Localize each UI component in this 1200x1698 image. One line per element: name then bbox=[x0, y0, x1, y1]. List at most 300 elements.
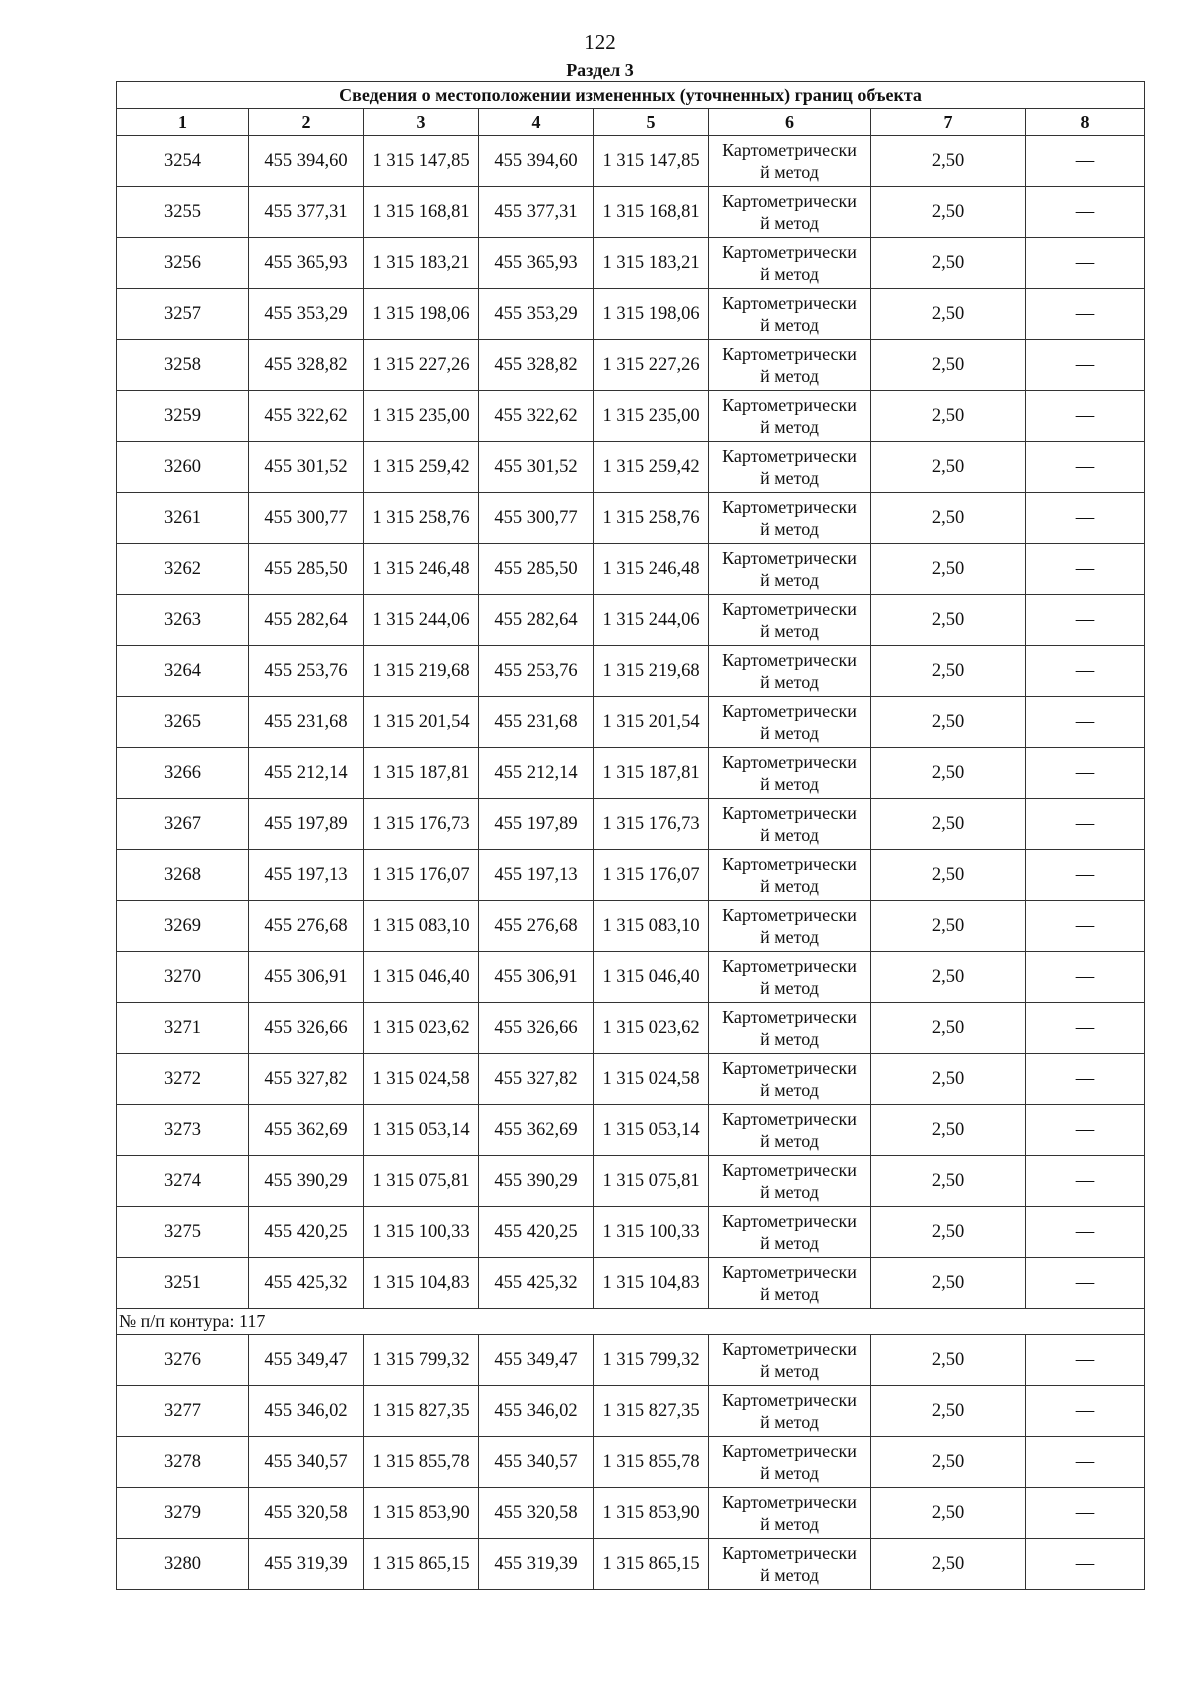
y-new-cell: 1 315 827,35 bbox=[594, 1386, 709, 1437]
method-text: Картометрически bbox=[722, 395, 857, 415]
method-cell bbox=[709, 595, 871, 646]
accuracy-cell: 2,50 bbox=[871, 697, 1026, 748]
method-cell bbox=[709, 1207, 871, 1258]
x-new-cell: 455 394,60 bbox=[479, 136, 594, 187]
method-text: й метод bbox=[760, 1463, 819, 1483]
table-row bbox=[117, 697, 1145, 748]
description-cell: — bbox=[1026, 1207, 1145, 1258]
table-row bbox=[117, 1207, 1145, 1258]
method-cell bbox=[709, 646, 871, 697]
x-existing-cell: 455 319,39 bbox=[249, 1539, 364, 1590]
method-cell bbox=[709, 952, 871, 1003]
y-new-cell: 1 315 187,81 bbox=[594, 748, 709, 799]
accuracy-cell: 2,50 bbox=[871, 1539, 1026, 1590]
y-existing-cell: 1 315 855,78 bbox=[364, 1437, 479, 1488]
method-text: Картометрически bbox=[722, 1262, 857, 1282]
method-text: й метод bbox=[760, 417, 819, 437]
accuracy-cell: 2,50 bbox=[871, 901, 1026, 952]
method-text: Картометрически bbox=[722, 599, 857, 619]
column-number-row bbox=[117, 109, 1145, 136]
point-number-cell: 3276 bbox=[117, 1335, 249, 1386]
table-row bbox=[117, 1054, 1145, 1105]
method-text: Картометрически bbox=[722, 1339, 857, 1359]
point-number-cell: 3269 bbox=[117, 901, 249, 952]
y-new-cell: 1 315 053,14 bbox=[594, 1105, 709, 1156]
x-existing-cell: 455 320,58 bbox=[249, 1488, 364, 1539]
accuracy-cell: 2,50 bbox=[871, 1105, 1026, 1156]
table-row bbox=[117, 238, 1145, 289]
contour-row bbox=[117, 1309, 1145, 1335]
x-existing-cell: 455 346,02 bbox=[249, 1386, 364, 1437]
method-text: й метод bbox=[760, 621, 819, 641]
y-existing-cell: 1 315 024,58 bbox=[364, 1054, 479, 1105]
method-text: й метод bbox=[760, 1182, 819, 1202]
accuracy-cell: 2,50 bbox=[871, 544, 1026, 595]
x-existing-cell: 455 425,32 bbox=[249, 1258, 364, 1309]
method-text: й метод bbox=[760, 366, 819, 386]
method-text: й метод bbox=[760, 213, 819, 233]
x-existing-cell: 455 353,29 bbox=[249, 289, 364, 340]
x-existing-cell: 455 322,62 bbox=[249, 391, 364, 442]
method-text: й метод bbox=[760, 1080, 819, 1100]
description-cell: — bbox=[1026, 1335, 1145, 1386]
description-cell: — bbox=[1026, 697, 1145, 748]
point-number-cell: 3265 bbox=[117, 697, 249, 748]
table-row bbox=[117, 289, 1145, 340]
description-cell: — bbox=[1026, 799, 1145, 850]
y-existing-cell: 1 315 100,33 bbox=[364, 1207, 479, 1258]
method-text: Картометрически bbox=[722, 1390, 857, 1410]
point-number-cell: 3255 bbox=[117, 187, 249, 238]
description-cell: — bbox=[1026, 391, 1145, 442]
method-text: Картометрически bbox=[722, 854, 857, 874]
accuracy-cell: 2,50 bbox=[871, 340, 1026, 391]
table-row bbox=[117, 1258, 1145, 1309]
y-existing-cell: 1 315 227,26 bbox=[364, 340, 479, 391]
x-new-cell: 455 300,77 bbox=[479, 493, 594, 544]
description-cell: — bbox=[1026, 1437, 1145, 1488]
method-text: й метод bbox=[760, 1233, 819, 1253]
method-text: й метод bbox=[760, 1565, 819, 1585]
x-new-cell: 455 326,66 bbox=[479, 1003, 594, 1054]
y-existing-cell: 1 315 104,83 bbox=[364, 1258, 479, 1309]
y-new-cell: 1 315 176,73 bbox=[594, 799, 709, 850]
method-text: Картометрически bbox=[722, 1211, 857, 1231]
x-existing-cell: 455 340,57 bbox=[249, 1437, 364, 1488]
method-text: й метод bbox=[760, 162, 819, 182]
x-new-cell: 455 353,29 bbox=[479, 289, 594, 340]
method-text: Картометрически bbox=[722, 752, 857, 772]
method-text: Картометрически bbox=[722, 1492, 857, 1512]
y-existing-cell: 1 315 865,15 bbox=[364, 1539, 479, 1590]
x-existing-cell: 455 365,93 bbox=[249, 238, 364, 289]
table-row bbox=[117, 1437, 1145, 1488]
method-cell bbox=[709, 1156, 871, 1207]
point-number-cell: 3251 bbox=[117, 1258, 249, 1309]
y-new-cell: 1 315 075,81 bbox=[594, 1156, 709, 1207]
accuracy-cell: 2,50 bbox=[871, 1207, 1026, 1258]
method-text: й метод bbox=[760, 570, 819, 590]
y-existing-cell: 1 315 168,81 bbox=[364, 187, 479, 238]
description-cell: — bbox=[1026, 187, 1145, 238]
y-new-cell: 1 315 235,00 bbox=[594, 391, 709, 442]
y-new-cell: 1 315 023,62 bbox=[594, 1003, 709, 1054]
y-existing-cell: 1 315 083,10 bbox=[364, 901, 479, 952]
column-number: 6 bbox=[709, 109, 871, 136]
x-new-cell: 455 282,64 bbox=[479, 595, 594, 646]
description-cell: — bbox=[1026, 1258, 1145, 1309]
description-cell: — bbox=[1026, 340, 1145, 391]
y-existing-cell: 1 315 053,14 bbox=[364, 1105, 479, 1156]
table-row bbox=[117, 1105, 1145, 1156]
y-existing-cell: 1 315 853,90 bbox=[364, 1488, 479, 1539]
x-new-cell: 455 362,69 bbox=[479, 1105, 594, 1156]
point-number-cell: 3254 bbox=[117, 136, 249, 187]
accuracy-cell: 2,50 bbox=[871, 799, 1026, 850]
accuracy-cell: 2,50 bbox=[871, 1258, 1026, 1309]
point-number-cell: 3259 bbox=[117, 391, 249, 442]
y-new-cell: 1 315 258,76 bbox=[594, 493, 709, 544]
x-new-cell: 455 340,57 bbox=[479, 1437, 594, 1488]
table-row bbox=[117, 646, 1145, 697]
table-row bbox=[117, 595, 1145, 646]
table-row bbox=[117, 391, 1145, 442]
point-number-cell: 3262 bbox=[117, 544, 249, 595]
accuracy-cell: 2,50 bbox=[871, 493, 1026, 544]
x-new-cell: 455 328,82 bbox=[479, 340, 594, 391]
x-new-cell: 455 306,91 bbox=[479, 952, 594, 1003]
x-existing-cell: 455 285,50 bbox=[249, 544, 364, 595]
x-existing-cell: 455 390,29 bbox=[249, 1156, 364, 1207]
y-new-cell: 1 315 168,81 bbox=[594, 187, 709, 238]
accuracy-cell: 2,50 bbox=[871, 136, 1026, 187]
method-cell bbox=[709, 238, 871, 289]
method-text: Картометрически bbox=[722, 701, 857, 721]
accuracy-cell: 2,50 bbox=[871, 1003, 1026, 1054]
method-text: Картометрически bbox=[722, 1058, 857, 1078]
accuracy-cell: 2,50 bbox=[871, 1054, 1026, 1105]
point-number-cell: 3274 bbox=[117, 1156, 249, 1207]
method-cell bbox=[709, 697, 871, 748]
table-row bbox=[117, 901, 1145, 952]
point-number-cell: 3261 bbox=[117, 493, 249, 544]
method-cell bbox=[709, 544, 871, 595]
method-cell bbox=[709, 391, 871, 442]
description-cell: — bbox=[1026, 1488, 1145, 1539]
y-existing-cell: 1 315 187,81 bbox=[364, 748, 479, 799]
description-cell: — bbox=[1026, 1156, 1145, 1207]
accuracy-cell: 2,50 bbox=[871, 238, 1026, 289]
column-number: 4 bbox=[479, 109, 594, 136]
method-text: Картометрически bbox=[722, 191, 857, 211]
method-text: Картометрически bbox=[722, 497, 857, 517]
column-number: 7 bbox=[871, 109, 1026, 136]
method-cell bbox=[709, 340, 871, 391]
point-number-cell: 3279 bbox=[117, 1488, 249, 1539]
y-new-cell: 1 315 083,10 bbox=[594, 901, 709, 952]
method-text: й метод bbox=[760, 1131, 819, 1151]
method-cell bbox=[709, 1386, 871, 1437]
accuracy-cell: 2,50 bbox=[871, 1335, 1026, 1386]
accuracy-cell: 2,50 bbox=[871, 748, 1026, 799]
boundary-coordinates-table bbox=[116, 81, 1145, 1590]
point-number-cell: 3275 bbox=[117, 1207, 249, 1258]
x-new-cell: 455 276,68 bbox=[479, 901, 594, 952]
y-existing-cell: 1 315 183,21 bbox=[364, 238, 479, 289]
point-number-cell: 3260 bbox=[117, 442, 249, 493]
table-row bbox=[117, 1386, 1145, 1437]
method-text: Картометрически bbox=[722, 242, 857, 262]
table-row bbox=[117, 952, 1145, 1003]
y-new-cell: 1 315 024,58 bbox=[594, 1054, 709, 1105]
x-existing-cell: 455 328,82 bbox=[249, 340, 364, 391]
point-number-cell: 3273 bbox=[117, 1105, 249, 1156]
method-text: Картометрически bbox=[722, 140, 857, 160]
x-new-cell: 455 212,14 bbox=[479, 748, 594, 799]
x-existing-cell: 455 394,60 bbox=[249, 136, 364, 187]
method-text: й метод bbox=[760, 723, 819, 743]
table-row bbox=[117, 1539, 1145, 1590]
y-existing-cell: 1 315 176,73 bbox=[364, 799, 479, 850]
y-existing-cell: 1 315 046,40 bbox=[364, 952, 479, 1003]
method-text: й метод bbox=[760, 1514, 819, 1534]
method-text: й метод bbox=[760, 1284, 819, 1304]
point-number-cell: 3256 bbox=[117, 238, 249, 289]
y-new-cell: 1 315 853,90 bbox=[594, 1488, 709, 1539]
y-new-cell: 1 315 865,15 bbox=[594, 1539, 709, 1590]
x-existing-cell: 455 362,69 bbox=[249, 1105, 364, 1156]
method-text: Картометрически bbox=[722, 956, 857, 976]
x-new-cell: 455 301,52 bbox=[479, 442, 594, 493]
y-existing-cell: 1 315 023,62 bbox=[364, 1003, 479, 1054]
contour-label: № п/п контура: 117 bbox=[117, 1309, 1145, 1335]
table-caption-row bbox=[117, 82, 1145, 109]
column-number: 2 bbox=[249, 109, 364, 136]
x-existing-cell: 455 212,14 bbox=[249, 748, 364, 799]
description-cell: — bbox=[1026, 238, 1145, 289]
y-new-cell: 1 315 147,85 bbox=[594, 136, 709, 187]
method-cell bbox=[709, 136, 871, 187]
y-existing-cell: 1 315 147,85 bbox=[364, 136, 479, 187]
description-cell: — bbox=[1026, 289, 1145, 340]
x-new-cell: 455 365,93 bbox=[479, 238, 594, 289]
column-number: 3 bbox=[364, 109, 479, 136]
x-existing-cell: 455 253,76 bbox=[249, 646, 364, 697]
table-row bbox=[117, 748, 1145, 799]
description-cell: — bbox=[1026, 544, 1145, 595]
method-text: й метод bbox=[760, 1412, 819, 1432]
method-cell bbox=[709, 850, 871, 901]
method-cell bbox=[709, 442, 871, 493]
x-new-cell: 455 253,76 bbox=[479, 646, 594, 697]
method-cell bbox=[709, 187, 871, 238]
method-text: Картометрически bbox=[722, 905, 857, 925]
y-new-cell: 1 315 259,42 bbox=[594, 442, 709, 493]
y-existing-cell: 1 315 827,35 bbox=[364, 1386, 479, 1437]
description-cell: — bbox=[1026, 595, 1145, 646]
method-text: Картометрически bbox=[722, 650, 857, 670]
x-existing-cell: 455 276,68 bbox=[249, 901, 364, 952]
description-cell: — bbox=[1026, 1539, 1145, 1590]
accuracy-cell: 2,50 bbox=[871, 595, 1026, 646]
x-new-cell: 455 197,13 bbox=[479, 850, 594, 901]
y-new-cell: 1 315 183,21 bbox=[594, 238, 709, 289]
x-new-cell: 455 231,68 bbox=[479, 697, 594, 748]
x-existing-cell: 455 326,66 bbox=[249, 1003, 364, 1054]
description-cell: — bbox=[1026, 850, 1145, 901]
point-number-cell: 3263 bbox=[117, 595, 249, 646]
x-new-cell: 455 285,50 bbox=[479, 544, 594, 595]
accuracy-cell: 2,50 bbox=[871, 289, 1026, 340]
table-row bbox=[117, 136, 1145, 187]
y-new-cell: 1 315 104,83 bbox=[594, 1258, 709, 1309]
x-existing-cell: 455 420,25 bbox=[249, 1207, 364, 1258]
method-cell bbox=[709, 1437, 871, 1488]
method-text: й метод bbox=[760, 876, 819, 896]
y-existing-cell: 1 315 258,76 bbox=[364, 493, 479, 544]
point-number-cell: 3272 bbox=[117, 1054, 249, 1105]
point-number-cell: 3258 bbox=[117, 340, 249, 391]
method-text: Картометрически bbox=[722, 1007, 857, 1027]
x-new-cell: 455 349,47 bbox=[479, 1335, 594, 1386]
page-number: 122 bbox=[584, 30, 616, 54]
y-existing-cell: 1 315 259,42 bbox=[364, 442, 479, 493]
y-existing-cell: 1 315 235,00 bbox=[364, 391, 479, 442]
table-row bbox=[117, 493, 1145, 544]
x-existing-cell: 455 282,64 bbox=[249, 595, 364, 646]
method-cell bbox=[709, 1488, 871, 1539]
y-new-cell: 1 315 198,06 bbox=[594, 289, 709, 340]
description-cell: — bbox=[1026, 1105, 1145, 1156]
y-new-cell: 1 315 219,68 bbox=[594, 646, 709, 697]
column-number: 8 bbox=[1026, 109, 1145, 136]
y-existing-cell: 1 315 176,07 bbox=[364, 850, 479, 901]
x-existing-cell: 455 327,82 bbox=[249, 1054, 364, 1105]
description-cell: — bbox=[1026, 136, 1145, 187]
point-number-cell: 3257 bbox=[117, 289, 249, 340]
table-row bbox=[117, 850, 1145, 901]
y-existing-cell: 1 315 246,48 bbox=[364, 544, 479, 595]
y-existing-cell: 1 315 799,32 bbox=[364, 1335, 479, 1386]
method-cell bbox=[709, 901, 871, 952]
method-text: й метод bbox=[760, 774, 819, 794]
y-new-cell: 1 315 201,54 bbox=[594, 697, 709, 748]
x-new-cell: 455 377,31 bbox=[479, 187, 594, 238]
point-number-cell: 3278 bbox=[117, 1437, 249, 1488]
table-row bbox=[117, 799, 1145, 850]
description-cell: — bbox=[1026, 1003, 1145, 1054]
x-new-cell: 455 322,62 bbox=[479, 391, 594, 442]
column-number: 1 bbox=[117, 109, 249, 136]
method-text: й метод bbox=[760, 672, 819, 692]
table-row bbox=[117, 1156, 1145, 1207]
method-text: Картометрически bbox=[722, 344, 857, 364]
method-cell bbox=[709, 493, 871, 544]
method-cell bbox=[709, 289, 871, 340]
method-text: й метод bbox=[760, 825, 819, 845]
accuracy-cell: 2,50 bbox=[871, 952, 1026, 1003]
description-cell: — bbox=[1026, 1386, 1145, 1437]
accuracy-cell: 2,50 bbox=[871, 646, 1026, 697]
method-cell bbox=[709, 1054, 871, 1105]
x-new-cell: 455 197,89 bbox=[479, 799, 594, 850]
y-new-cell: 1 315 246,48 bbox=[594, 544, 709, 595]
x-new-cell: 455 425,32 bbox=[479, 1258, 594, 1309]
accuracy-cell: 2,50 bbox=[871, 442, 1026, 493]
method-text: Картометрически bbox=[722, 1543, 857, 1563]
accuracy-cell: 2,50 bbox=[871, 1437, 1026, 1488]
method-text: й метод bbox=[760, 1029, 819, 1049]
accuracy-cell: 2,50 bbox=[871, 187, 1026, 238]
y-existing-cell: 1 315 075,81 bbox=[364, 1156, 479, 1207]
x-existing-cell: 455 349,47 bbox=[249, 1335, 364, 1386]
method-cell bbox=[709, 748, 871, 799]
y-existing-cell: 1 315 244,06 bbox=[364, 595, 479, 646]
x-new-cell: 455 390,29 bbox=[479, 1156, 594, 1207]
column-number: 5 bbox=[594, 109, 709, 136]
x-existing-cell: 455 197,13 bbox=[249, 850, 364, 901]
table-row bbox=[117, 187, 1145, 238]
method-text: Картометрически bbox=[722, 1441, 857, 1461]
accuracy-cell: 2,50 bbox=[871, 850, 1026, 901]
point-number-cell: 3264 bbox=[117, 646, 249, 697]
method-text: Картометрически bbox=[722, 548, 857, 568]
description-cell: — bbox=[1026, 1054, 1145, 1105]
x-existing-cell: 455 300,77 bbox=[249, 493, 364, 544]
method-text: й метод bbox=[760, 1361, 819, 1381]
description-cell: — bbox=[1026, 901, 1145, 952]
x-new-cell: 455 420,25 bbox=[479, 1207, 594, 1258]
point-number-cell: 3266 bbox=[117, 748, 249, 799]
method-text: й метод bbox=[760, 519, 819, 539]
table-row bbox=[117, 1488, 1145, 1539]
method-text: Картометрически bbox=[722, 446, 857, 466]
y-new-cell: 1 315 227,26 bbox=[594, 340, 709, 391]
y-new-cell: 1 315 100,33 bbox=[594, 1207, 709, 1258]
y-new-cell: 1 315 855,78 bbox=[594, 1437, 709, 1488]
x-existing-cell: 455 231,68 bbox=[249, 697, 364, 748]
x-new-cell: 455 346,02 bbox=[479, 1386, 594, 1437]
x-existing-cell: 455 197,89 bbox=[249, 799, 364, 850]
method-text: й метод bbox=[760, 927, 819, 947]
description-cell: — bbox=[1026, 952, 1145, 1003]
method-text: Картометрически bbox=[722, 803, 857, 823]
x-existing-cell: 455 377,31 bbox=[249, 187, 364, 238]
description-cell: — bbox=[1026, 442, 1145, 493]
point-number-cell: 3270 bbox=[117, 952, 249, 1003]
method-text: Картометрически bbox=[722, 1109, 857, 1129]
method-text: Картометрически bbox=[722, 293, 857, 313]
method-cell bbox=[709, 1003, 871, 1054]
method-cell bbox=[709, 1539, 871, 1590]
x-existing-cell: 455 306,91 bbox=[249, 952, 364, 1003]
description-cell: — bbox=[1026, 646, 1145, 697]
method-text: й метод bbox=[760, 315, 819, 335]
table-row bbox=[117, 544, 1145, 595]
y-new-cell: 1 315 799,32 bbox=[594, 1335, 709, 1386]
y-existing-cell: 1 315 198,06 bbox=[364, 289, 479, 340]
y-new-cell: 1 315 244,06 bbox=[594, 595, 709, 646]
y-existing-cell: 1 315 219,68 bbox=[364, 646, 479, 697]
method-text: й метод bbox=[760, 264, 819, 284]
point-number-cell: 3267 bbox=[117, 799, 249, 850]
y-existing-cell: 1 315 201,54 bbox=[364, 697, 479, 748]
table-row bbox=[117, 1003, 1145, 1054]
table-row bbox=[117, 340, 1145, 391]
table-title: Сведения о местоположении измененных (уточненных) границ объекта bbox=[117, 82, 1145, 109]
point-number-cell: 3271 bbox=[117, 1003, 249, 1054]
point-number-cell: 3277 bbox=[117, 1386, 249, 1437]
